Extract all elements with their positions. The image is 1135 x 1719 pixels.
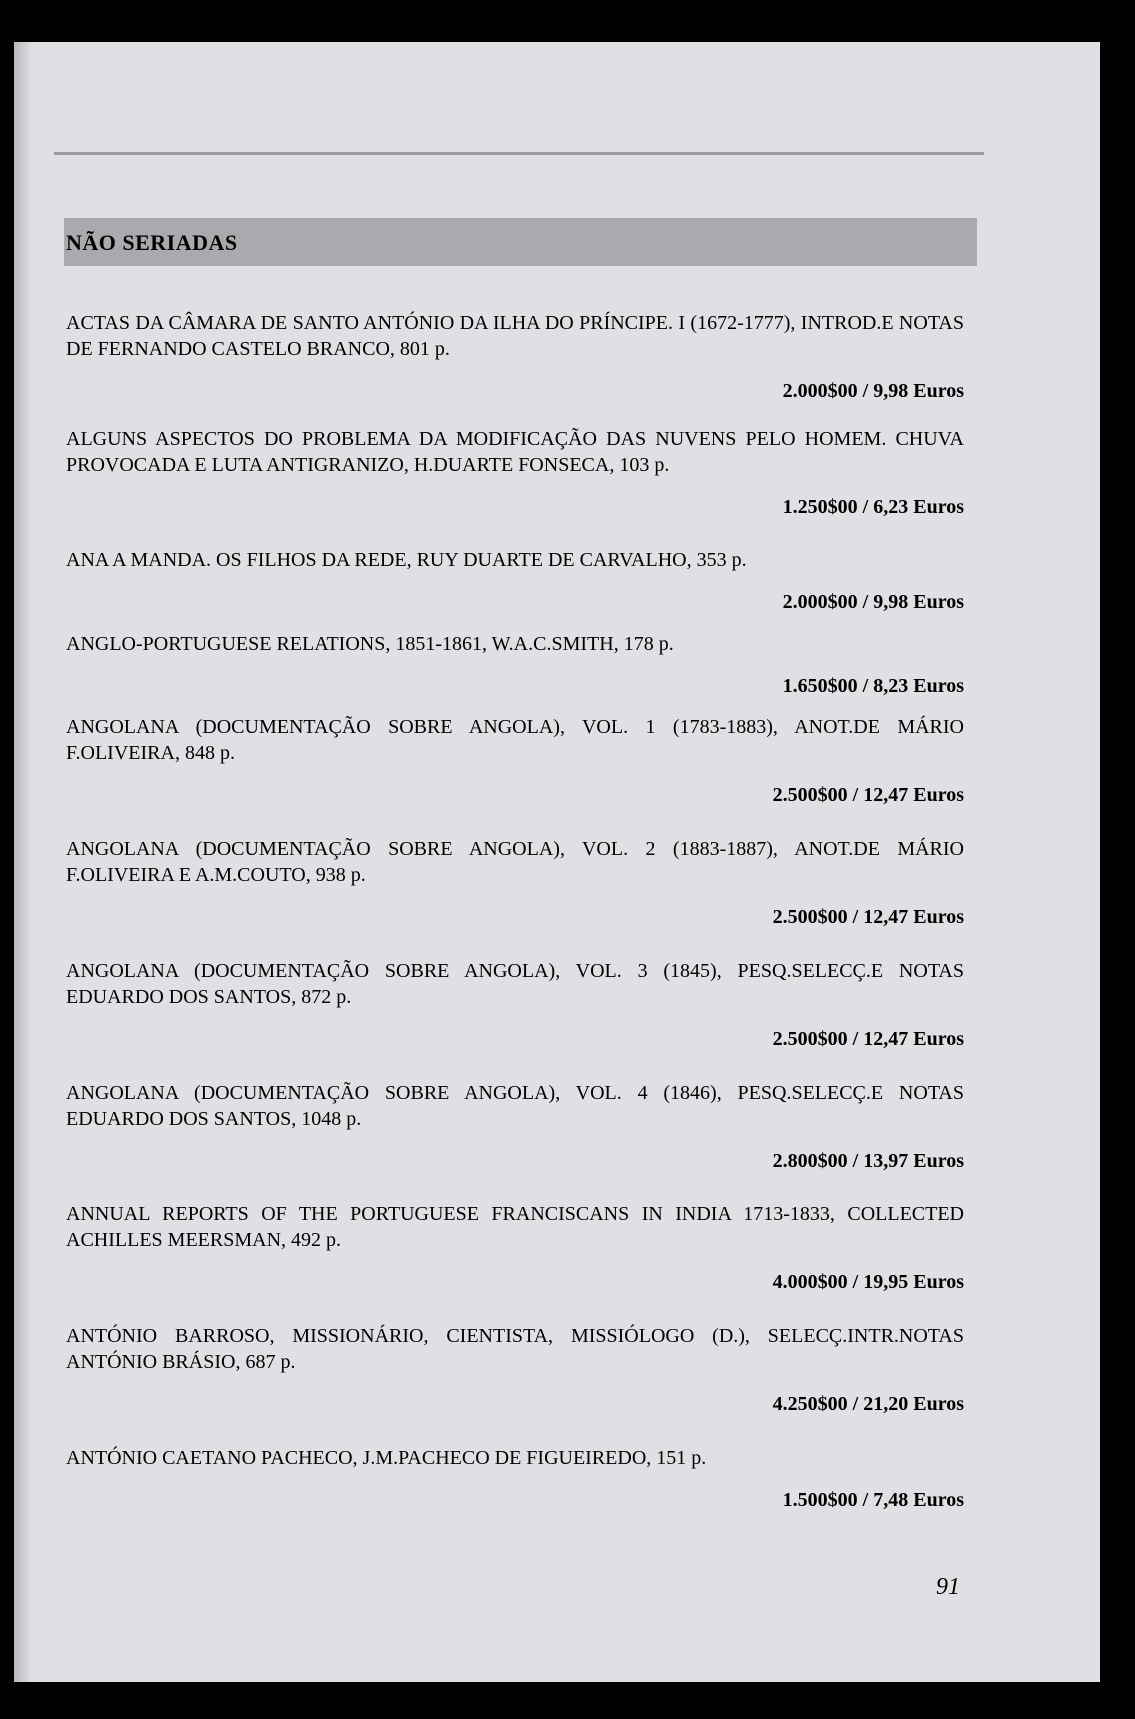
catalog-entry: [66, 1201, 964, 1295]
entry-title: ANNUAL REPORTS OF THE PORTUGUESE FRANCISCANS IN INDIA 1713-1833, COLLECTED ACHILLES MEERSMAN, 492 p.: [66, 1203, 964, 1251]
entry-title: ANGOLANA (DOCUMENTAÇÃO SOBRE ANGOLA), VOL. 4 (1846), PESQ.SELECÇ.E NOTAS EDUARDO DOS SANTOS, 1048 p.: [66, 1082, 964, 1130]
entry-price: 2.000$00 / 9,98 Euros: [782, 380, 964, 402]
page-number: 91: [936, 1574, 960, 1600]
section-heading: NÃO SERIADAS: [66, 230, 238, 255]
entry-title: ALGUNS ASPECTOS DO PROBLEMA DA MODIFICAÇÃO DAS NUVENS PELO HOMEM. CHUVA PROVOCADA E LUTA ANTIGRANIZO, H.DUARTE FONSECA, 103 p.: [66, 428, 964, 476]
entry-price: 2.800$00 / 13,97 Euros: [772, 1150, 964, 1172]
entry-title: ANGOLANA (DOCUMENTAÇÃO SOBRE ANGOLA), VOL. 3 (1845), PESQ.SELECÇ.E NOTAS EDUARDO DOS SANTOS, 872 p.: [66, 960, 964, 1008]
entry-price: 4.250$00 / 21,20 Euros: [772, 1393, 964, 1415]
entry-price: 2.500$00 / 12,47 Euros: [772, 1028, 964, 1050]
entry-title: ANTÓNIO BARROSO, MISSIONÁRIO, CIENTISTA, MISSIÓLOGO (D.), SELECÇ.INTR.NOTAS ANTÓNIO BRÁSIO, 687 p.: [66, 1325, 964, 1373]
catalog-entry: [66, 1323, 964, 1417]
catalog-entry: [66, 547, 964, 615]
entry-title: ANTÓNIO CAETANO PACHECO, J.M.PACHECO DE FIGUEIREDO, 151 p.: [66, 1447, 707, 1469]
entry-price: 1.500$00 / 7,48 Euros: [782, 1489, 964, 1511]
entry-price: 4.000$00 / 19,95 Euros: [772, 1271, 964, 1293]
entry-title: ANGLO-PORTUGUESE RELATIONS, 1851-1861, W.A.C.SMITH, 178 p.: [66, 633, 674, 655]
entry-price: 1.650$00 / 8,23 Euros: [782, 675, 964, 697]
catalog-entry: [66, 426, 964, 520]
page-gutter-shadow: [14, 42, 32, 1682]
catalog-entry: [66, 714, 964, 808]
entry-title: ANA A MANDA. OS FILHOS DA REDE, RUY DUARTE DE CARVALHO, 353 p.: [66, 549, 747, 571]
catalog-entry: [66, 958, 964, 1052]
entry-title: ACTAS DA CÂMARA DE SANTO ANTÓNIO DA ILHA DO PRÍNCIPE. I (1672-1777), INTROD.E NOTAS DE FERNANDO CASTELO BRANCO, 801 p.: [66, 312, 964, 360]
entry-price: 2.500$00 / 12,47 Euros: [772, 784, 964, 806]
catalog-entry: [66, 1080, 964, 1174]
entry-price: 1.250$00 / 6,23 Euros: [782, 496, 964, 518]
catalog-entry: [66, 1445, 964, 1513]
entry-price: 2.000$00 / 9,98 Euros: [782, 591, 964, 613]
entry-title: ANGOLANA (DOCUMENTAÇÃO SOBRE ANGOLA), VOL. 2 (1883-1887), ANOT.DE MÁRIO F.OLIVEIRA E A.M.COUTO, 938 p.: [66, 838, 964, 886]
entry-price: 2.500$00 / 12,47 Euros: [772, 906, 964, 928]
catalog-entry: [66, 631, 964, 699]
entry-title: ANGOLANA (DOCUMENTAÇÃO SOBRE ANGOLA), VOL. 1 (1783-1883), ANOT.DE MÁRIO F.OLIVEIRA, 848 p.: [66, 716, 964, 764]
top-rule: [54, 152, 984, 155]
catalog-entry: [66, 310, 964, 404]
catalog-entry: [66, 836, 964, 930]
